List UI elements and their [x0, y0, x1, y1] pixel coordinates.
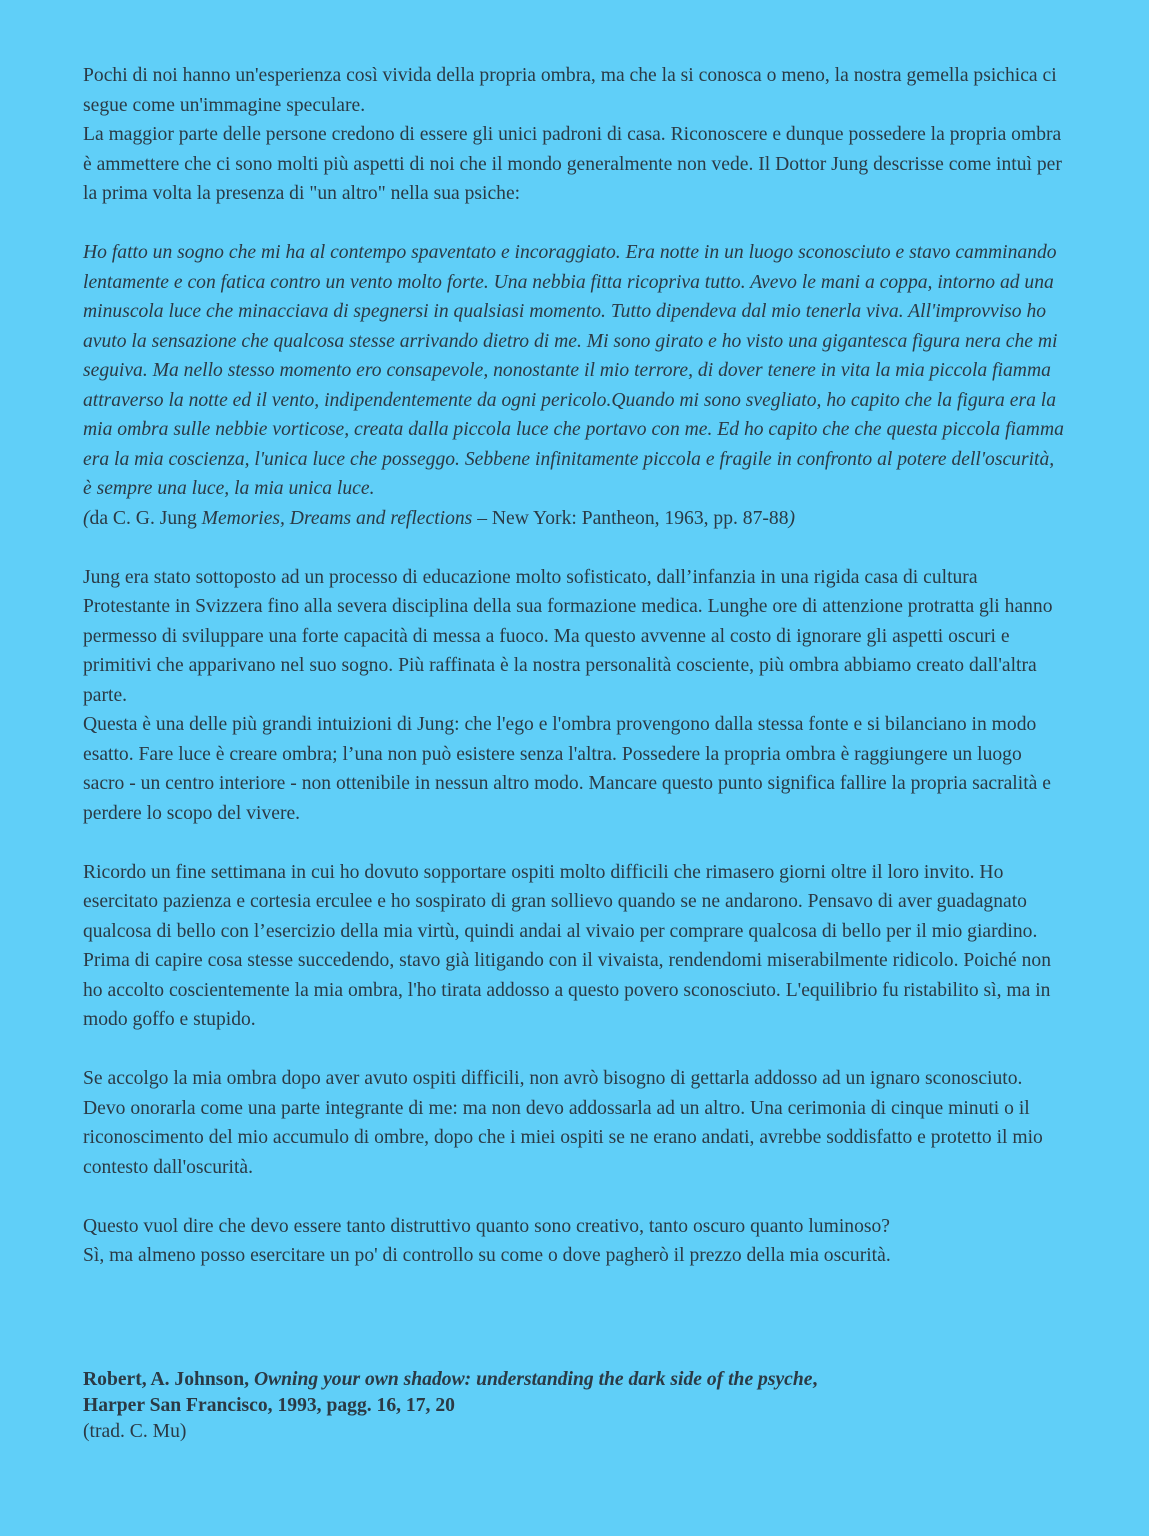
body-paragraph-4: Questa è una delle più grandi intuizioni di Jung: che l'ego e l'ombra provengono dalla stessa fonte e si bilanciano in modo esatto. Fare luce è creare ombra; l’una non può esistere senza l'altra. Possedere la propria ombra è raggiungere un luogo sacro - un centro interiore - non ottenibile in nessun altro modo. Mancare questo punto significa fallire la propria sacralità e perdere lo scopo del vivere. — [83, 714, 1051, 824]
spacer — [83, 1182, 1065, 1212]
body-paragraph-5: Ricordo un fine settimana in cui ho dovuto sopportare ospiti molto difficili che rimasero giorni oltre il loro invito. Ho esercitato pazienza e cortesia erculee e ho sospirato di gran sollievo quando se ne andarono. Pensavo di aver guadagnato qualcosa di bello con l’esercizio della mia virtù, quindi andai al vivaio per comprare qualcosa di bello per il mio giardino. Prima di capire cosa stesse succedendo, stavo già litigando con il vivaista, rendendomi miserabilmente ridicolo. Poiché non ho accolto coscientemente la mia ombra, l'ho tirata addosso a questo povero sconosciuto. L'equilibrio fu ristabilito sì, ma in modo goffo e stupido. — [83, 861, 1052, 1030]
intro-paragraph-2: La maggior parte delle persone credono di essere gli unici padroni di casa. Riconoscere e dunque possedere la propria ombra è ammettere che ci sono molti più aspetti di noi che il mondo generalmente non vede. Il Dottor Jung descrisse come intuì per la prima volta la presenza di "un altro" nella sua psiche: — [83, 124, 1062, 204]
bibliography-line-1 — [83, 1367, 1065, 1393]
spacer — [83, 1035, 1065, 1065]
body-paragraph-3: Jung era stato sottoposto ad un processo di educazione molto sofisticato, dall’infanzia in una rigida casa di cultura Protestante in Svizzera fino alla severa disciplina della sua formazione medica. Lunghe ore di attenzione protratta gli hanno permesso di sviluppare una forte capacità di messa a fuoco. Ma questo avvenne al costo di ignorare gli aspetti oscuri e primitivi che apparivano nel suo sogno. Più raffinata è la nostra personalità cosciente, più ombra abbiamo creato dall'altra parte. — [83, 566, 1053, 706]
spacer — [83, 828, 1065, 858]
bib-title: Owning your own shadow: understanding the dark side of the psyche — [253, 1369, 813, 1390]
quote-text: Ho fatto un sogno che mi ha al contempo spaventato e incoraggiato. Era notte in un luogo sconosciuto e stavo camminando lentamente e con fatica contro un vento molto forte. Una nebbia fitta ricopriva tutto. Avevo le mani a coppa, intorno ad una minuscola luce che minacciava di spegnersi in qualsiasi momento. Tutto dipendeva dal mio tenerla viva. All'improvviso ho avuto la sensazione che qualcosa stesse arrivando dietro di me. Mi sono girato e ho visto una gigantesca figura nera che mi seguiva. Ma nello stesso momento ero consapevole, nonostante il mio terrore, di dover tenere in vita la mia piccola fiamma attraverso la notte ed il vento, indipendentemente da ogni pericolo.Quando mi sono svegliato, ho capito che la figura era la mia ombra sulle nebbie vorticose, creata dalla piccola luce che portavo con me. Ed ho capito che che questa piccola fiamma era la mia coscienza, l'unica luce che posseggo. Sebbene infinitamente piccola e fragile in confronto al potere dell'oscurità, è sempre una luce, la mia unica luce. — [83, 242, 1064, 499]
article-body — [83, 61, 1065, 1271]
bib-publisher: Harper San Francisco, 1993, pagg. 16, 17, 20 — [83, 1395, 455, 1416]
bib-translation: (trad. C. Mu) — [83, 1421, 187, 1442]
spacer — [83, 533, 1065, 563]
bibliography — [83, 1367, 1065, 1445]
bib-title-end: , — [812, 1369, 818, 1390]
cite-title: Memories, Dreams and reflections — [201, 507, 473, 529]
spacer — [83, 209, 1065, 239]
body-paragraph-7: Questo vuol dire che devo essere tanto distruttivo quanto sono creativo, tanto oscuro quanto luminoso? — [83, 1215, 890, 1237]
cite-rest: – New York: Pantheon, 1963, pp. 87-88 — [472, 507, 789, 529]
cite-prefix: da C. G. Jung — [89, 507, 202, 529]
body-paragraph-6: Se accolgo la mia ombra dopo aver avuto ospiti difficili, non avrò bisogno di gettarla addosso ad un ignaro sconosciuto. Devo onorarla come una parte integrante di me: ma non devo addossarla ad un altro. Una cerimonia di cinque minuti o il riconoscimento del mio accumulo di ombre, dopo che i miei ospiti se ne erano andati, avrebbe soddisfatto e protetto il mio contesto dall'oscurità. — [83, 1068, 1043, 1178]
cite-close: ) — [788, 507, 796, 529]
intro-paragraph-1: Pochi di noi hanno un'esperienza così vivida della propria ombra, ma che la si conosca o meno, la nostra gemella psichica ci segue come un'immagine speculare. — [83, 65, 1057, 116]
jung-quote — [83, 238, 1065, 504]
bib-author: Robert, A. Johnson, — [83, 1369, 254, 1390]
quote-citation — [83, 504, 1065, 534]
body-paragraph-8: Sì, ma almeno posso esercitare un po' di controllo su come o dove pagherò il prezzo della mia oscurità. — [83, 1245, 891, 1266]
cite-open: ( — [83, 507, 90, 529]
